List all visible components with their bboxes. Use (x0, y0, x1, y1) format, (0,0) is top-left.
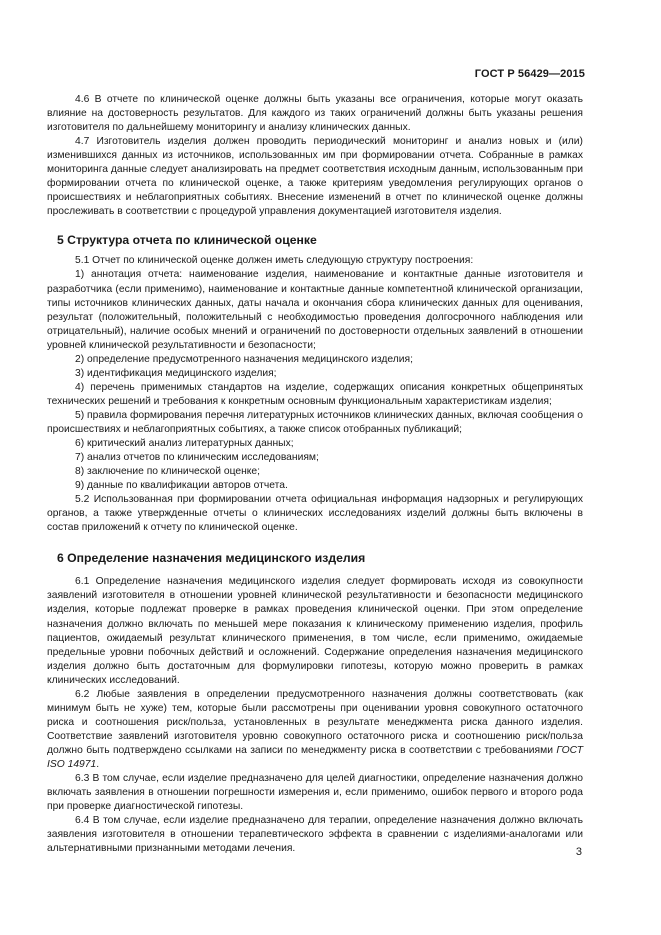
list-item: 5) правила формирования перечня литературных источников клинических данных, включая сообщения о происшествиях и неблагоприятных событиях, а также список отобранных публикаций; (47, 409, 583, 435)
section-6-title: 6 Определение назначения медицинского изделия (57, 551, 366, 566)
paragraph-4-6: 4.6 В отчете по клинической оценке должны быть указаны все ограничения, которые могут оказать влияние на достоверность результатов. Для каждого из таких ограничений должны быть указаны решения изготовителя по дальнейшему мониторингу и анализу клинических данных. (47, 94, 583, 134)
paragraph-6-3: 6.3 В том случае, если изделие предназначено для целей диагностики, определение назначения должно включать заявления в отношении погрешности измерения и, если применимо, ошибок первого и второго рода при проверке диагностической гипотезы. (47, 773, 583, 813)
list-item: 2) определение предусмотренного назначения медицинского изделия; (75, 353, 413, 365)
paragraph-5-1: 5.1 Отчет по клинической оценке должен иметь следующую структуру построения: (75, 255, 474, 267)
list-item: 1) аннотация отчета: наименование изделия, наименование и контактные данные изготовителя и разработчика (если применимо), наименование и контактные данные компетентной клинической организации, типы источников клинических данных, даты начала и окончания сбора клинических данных для оценивания, результат (положительный, положительный с необходимостью проведения долгосрочного наблюдения или отрицательный), наличие особых мнений и ограничений по достоверности отдельных заявлений в отношении уровней клинической результативности и безопасности; (47, 269, 583, 351)
page-number: 3 (575, 846, 582, 858)
paragraph-6-4: 6.4 В том случае, если изделие предназначено для терапии, определение назначения должно включать заявления изготовителя в отношении терапевтического эффекта в сравнении с изделиями-аналогами или альтернативными признанными методами лечения. (47, 815, 583, 855)
document-header-id: ГОСТ Р 56429—2015 (474, 68, 585, 80)
paragraph-6-1: 6.1 Определение назначения медицинского изделия следует формировать исходя из совокупности заявлений изготовителя в отношении уровней клинической результативности и безопасности медицинского изделия, которые подлежат проверке в рамках проведения клинической оценки. При этом определение назначения должно включать по меньшей мере показания к клиническому применению изделия, профиль пациентов, ожидаемый результат клинического применения, в том числе, если применимо, ожидаемые предельные уровни побочных действий и осложнений. Содержание определения назначения медицинского изделия должно быть достаточным для формулировки гипотезы, которую можно проверить в рамках клинических исследований. (47, 576, 583, 686)
list-item: 4) перечень применимых стандартов на изделие, содержащих описания конкретных общепринятых технических решений и требования к конкретным основным функциональным характеристикам изделия; (47, 381, 583, 407)
list-item: 8) заключение по клинической оценке; (75, 466, 261, 478)
list-item: 6) критический анализ литературных данных; (75, 438, 294, 450)
list-item: 7) анализ отчетов по клиническим исследованиям; (75, 452, 319, 464)
document-body (47, 93, 583, 856)
paragraph-6-2-end: . (96, 758, 100, 770)
list-item: 3) идентификация медицинского изделия; (75, 367, 277, 379)
section-5-title: 5 Структура отчета по клинической оценке (57, 233, 317, 248)
paragraph-4-7: 4.7 Изготовитель изделия должен проводить периодический мониторинг и анализ новых и (или) изменившихся данных из источников, использованных им при формировании отчета. Собранные в рамках мониторинга данные следует анализировать на предмет соответствия исходным данным, использованным при формировании отчета по клинической оценке, а также критериям уведомления регулирующих органов о происшествиях и неблагоприятных событиях. Внесение изменений в отчет по клинической оценке должны прослеживать в соответствии с процедурой управления документацией изготовителя изделия. (47, 136, 583, 218)
standard-reference: ГОСТ ISO 14971 (47, 744, 583, 770)
paragraph-6-2 (47, 688, 583, 772)
paragraph-6-2-text: 6.2 Любые заявления в определении предусмотренного назначения должны соответствовать (как минимум быть не хуже) тем, которые были рассмотрены при оценивании уровня совокупного остаточного риска и соотношения риск/польза, установленных в результате менеджмента риска данного изделия. Соответствие заявлений изготовителя уровню совокупного остаточного риска и соотношению риск/польза должно быть подтверждено ссылками на записи по менеджменту риска в соответствии с требованиями (47, 688, 583, 756)
list-item: 9) данные по квалификации авторов отчета. (75, 480, 288, 492)
paragraph-5-2: 5.2 Использованная при формировании отчета официальная информация надзорных и регулирующих органов, а также утвержденные отчеты о клинических исследованиях изделий должны быть включены в состав приложений к отчету по клинической оценке. (47, 494, 583, 534)
